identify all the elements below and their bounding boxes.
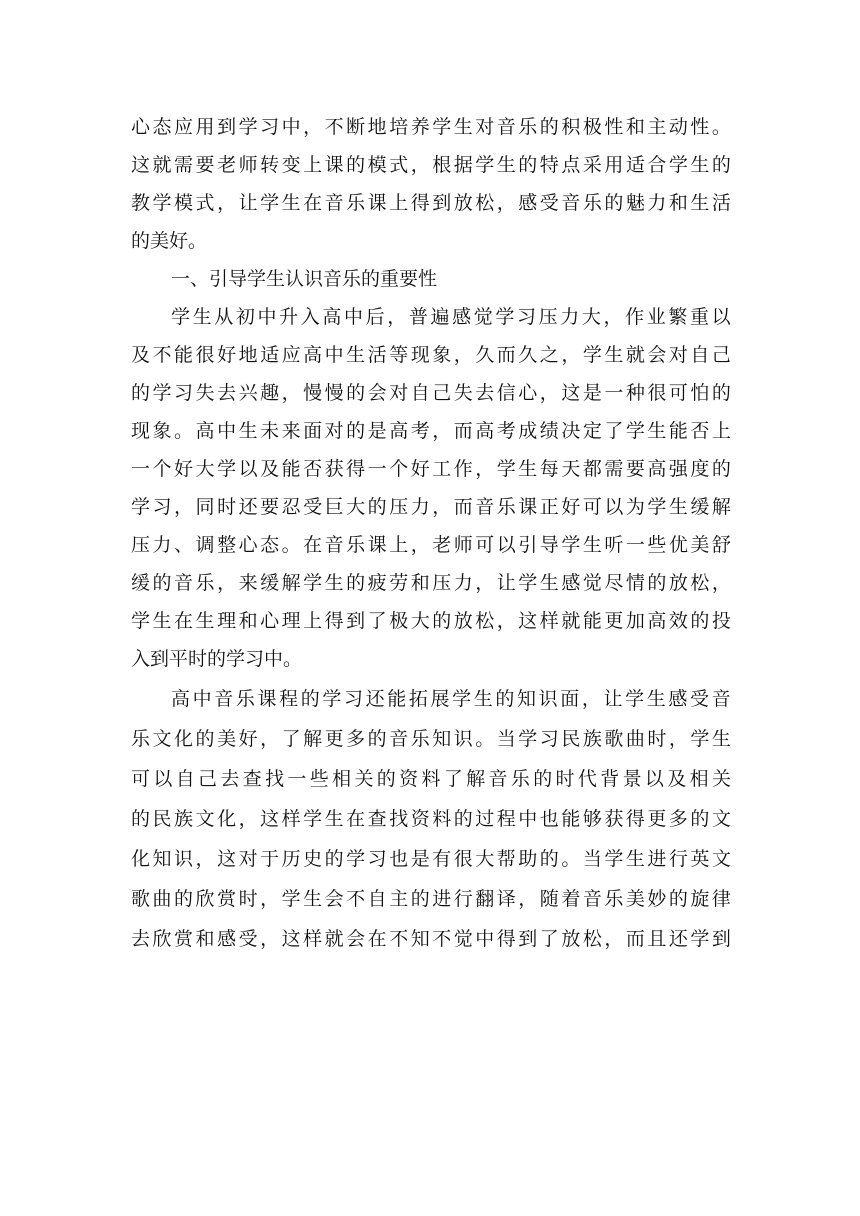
paragraph-1-line-4: 的美好。 (131, 230, 208, 252)
paragraph-3-line-7: 去 欣 赏 和 感 受 ， 这 样 就 会 在 不 知 不 觉 中 得 到 了 放 松 ， 而 且 还 学 到 (131, 928, 731, 950)
paragraph-3-line-3: 可 以 自 己 去 查 找 一 些 相 关 的 资 料 了 解 音 乐 的 时 代 背 景 以 及 相 关 (131, 768, 731, 790)
section-heading: 一、引导学生认识音乐的重要性 (171, 268, 438, 290)
paragraph-2-line-5: 一 个 好 大 学 以 及 能 否 获 得 一 个 好 工 作 ， 学 生 每 天 都 需 要 高 强 度 的 (131, 458, 731, 480)
paragraph-2-line-4: 现 象 。 高 中 生 未 来 面 对 的 是 高 考 ， 而 高 考 成 绩 决 定 了 学 生 能 否 上 (131, 420, 731, 442)
paragraph-3-line-5: 化 知 识 ， 这 对 于 历 史 的 学 习 也 是 有 很 大 帮 助 的 。 当 学 生 进 行 英 文 (131, 848, 731, 870)
paragraph-1-line-2: 这 就 需 要 老 师 转 变 上 课 的 模 式 ， 根 据 学 生 的 特 点 采 用 适 合 学 生 的 (131, 154, 731, 176)
paragraph-2-line-8: 缓 的 音 乐 ， 来 缓 解 学 生 的 疲 劳 和 压 力 ， 让 学 生 感 觉 尽 情 的 放 松 ， (131, 572, 731, 594)
paragraph-3-line-1: 高 中 音 乐 课 程 的 学 习 还 能 拓 展 学 生 的 知 识 面 ， 让 学 生 感 受 音 (171, 688, 731, 710)
paragraph-3-line-2: 乐 文 化 的 美 好 ， 了 解 更 多 的 音 乐 知 识 。 当 学 习 民 族 歌 曲 时 ， 学 生 (131, 728, 731, 750)
paragraph-3-line-6: 歌 曲 的 欣 赏 时 ， 学 生 会 不 自 主 的 进 行 翻 译 ， 随 着 音 乐 美 妙 的 旋 律 (131, 888, 731, 910)
paragraph-2-line-10: 入到平时的学习中。 (131, 648, 303, 670)
paragraph-1-line-3: 教 学 模 式 ， 让 学 生 在 音 乐 课 上 得 到 放 松 ， 感 受 音 乐 的 魅 力 和 生 活 (131, 192, 731, 214)
paragraph-2-line-1: 学 生 从 初 中 升 入 高 中 后 ， 普 遍 感 觉 学 习 压 力 大 ， 作 业 繁 重 以 (171, 306, 731, 328)
paragraph-2-line-3: 的 学 习 失 去 兴 趣 ， 慢 慢 的 会 对 自 己 失 去 信 心 ， 这 是 一 种 很 可 怕 的 (131, 382, 731, 404)
document-body (131, 108, 731, 958)
paragraph-2-line-6: 学 习 ， 同 时 还 要 忍 受 巨 大 的 压 力 ， 而 音 乐 课 正 好 可 以 为 学 生 缓 解 (131, 496, 731, 518)
paragraph-2-line-9: 学 生 在 生 理 和 心 理 上 得 到 了 极 大 的 放 松 ， 这 样 就 能 更 加 高 效 的 投 (131, 610, 731, 632)
paragraph-2-line-2: 及 不 能 很 好 地 适 应 高 中 生 活 等 现 象 ， 久 而 久 之 ， 学 生 就 会 对 自 己 (131, 344, 731, 366)
paragraph-3-line-4: 的 民 族 文 化 ， 这 样 学 生 在 查 找 资 料 的 过 程 中 也 能 够 获 得 更 多 的 文 (131, 808, 731, 830)
paragraph-2-line-7: 压 力 、 调 整 心 态 。 在 音 乐 课 上 ， 老 师 可 以 引 导 学 生 听 一 些 优 美 舒 (131, 534, 731, 556)
paragraph-1-line-1: 心 态 应 用 到 学 习 中 ， 不 断 地 培 养 学 生 对 音 乐 的 积 极 性 和 主 动 性 。 (131, 116, 731, 138)
